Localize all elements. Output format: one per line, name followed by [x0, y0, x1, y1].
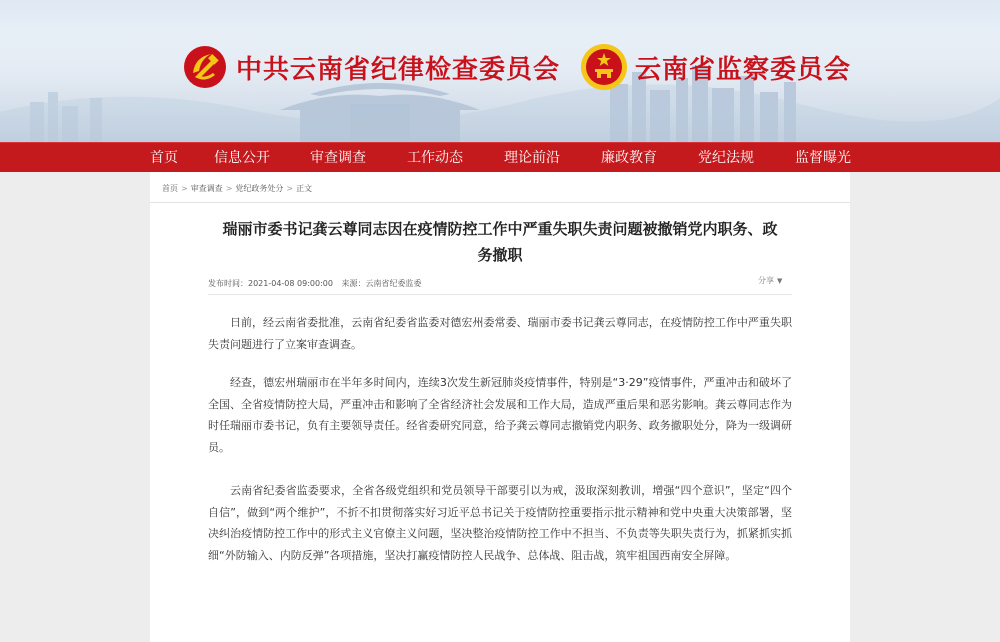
- breadcrumb-current: 正文: [296, 184, 313, 193]
- party-emblem-icon: [183, 45, 227, 89]
- article-paragraph: 日前，经云南省委批准，云南省纪委省监委对德宏州委常委、瑞丽市委书记龚云尊同志，在疫情防控工作中严重失职失责问题进行了立案审查调查。: [208, 316, 792, 351]
- nav-item-integrity-education[interactable]: 廉政教育: [601, 150, 657, 166]
- breadcrumb-separator: >: [286, 184, 294, 193]
- article-paragraph: 经查，德宏州瑞丽市在半年多时间内，连续3次发生新冠肺炎疫情事件，特别是“3·29”疫情事件，严重冲击和破坏了全国、全省疫情防控大局，严重冲击和影响了全省经济社会发展和工作大局，造成严重后果和恶劣影响。龚云尊同志作为时任瑞丽市委书记，负有主要领导责任。经省委研究同意，给予龚云尊同志撤销党内职务、政务撤职处分，降为一级调研员。: [208, 376, 792, 454]
- breadcrumb-divider: [150, 202, 850, 203]
- site-banner: [0, 0, 1000, 142]
- nav-item-review-investigation[interactable]: 审查调查: [310, 150, 366, 166]
- banner-title-commission: 中共云南省纪律检查委员会: [236, 55, 561, 85]
- nav-item-theory-frontier[interactable]: 理论前沿: [504, 150, 560, 166]
- breadcrumb: [162, 182, 312, 196]
- breadcrumb-separator: >: [181, 184, 188, 193]
- share-button[interactable]: [758, 275, 782, 286]
- caret-down-icon: ▼: [777, 277, 783, 285]
- share-label: 分享: [758, 276, 774, 285]
- breadcrumb-separator: >: [225, 184, 233, 193]
- article-source: 来源：云南省纪委监委: [341, 279, 422, 288]
- breadcrumb-discipline-sanctions[interactable]: 党纪政务处分: [235, 184, 284, 193]
- breadcrumb-home[interactable]: 首页: [162, 184, 178, 193]
- nav-item-party-regulations[interactable]: 党纪法规: [698, 150, 754, 166]
- nav-item-home[interactable]: 首页: [150, 150, 178, 166]
- meta-divider: [208, 294, 792, 295]
- publish-time: 发布时间：2021-04-08 09:00:00: [208, 279, 333, 288]
- banner-title-supervision: 云南省监察委员会: [635, 55, 852, 85]
- article-meta: [208, 278, 428, 289]
- breadcrumb-review-investigation[interactable]: 审查调查: [190, 184, 223, 193]
- article-container: [150, 172, 850, 642]
- article-paragraph: 云南省纪委省监委要求，全省各级党组织和党员领导干部要引以为戒，汲取深刻教训，增强“四个意识”，坚定“四个自信”，做到“两个维护”，不折不扣贯彻落实好习近平总书记关于疫情防控重要指示批示精神和党中央重大决策部署，坚决纠治疫情防控工作中的形式主义官僚主义问题，坚决整治疫情防控工作中不担当、不负责等失职失责行为，抓紧抓实抓细“外防输入、内防反弹”各项措施，坚决打赢疫情防控人民战争、总体战、阻击战，筑牢祖国西南安全屏障。: [208, 484, 792, 562]
- article-title: 瑞丽市委书记龚云尊同志因在疫情防控工作中严重失职失责问题被撤销党内职务、政务撤职: [222, 220, 778, 264]
- nav-item-supervision-exposure[interactable]: 监督曝光: [795, 150, 851, 166]
- main-navigation: [0, 142, 1000, 172]
- nav-item-work-updates[interactable]: 工作动态: [407, 150, 463, 166]
- nav-item-info-disclosure[interactable]: 信息公开: [214, 150, 270, 166]
- national-emblem-icon: [580, 43, 628, 91]
